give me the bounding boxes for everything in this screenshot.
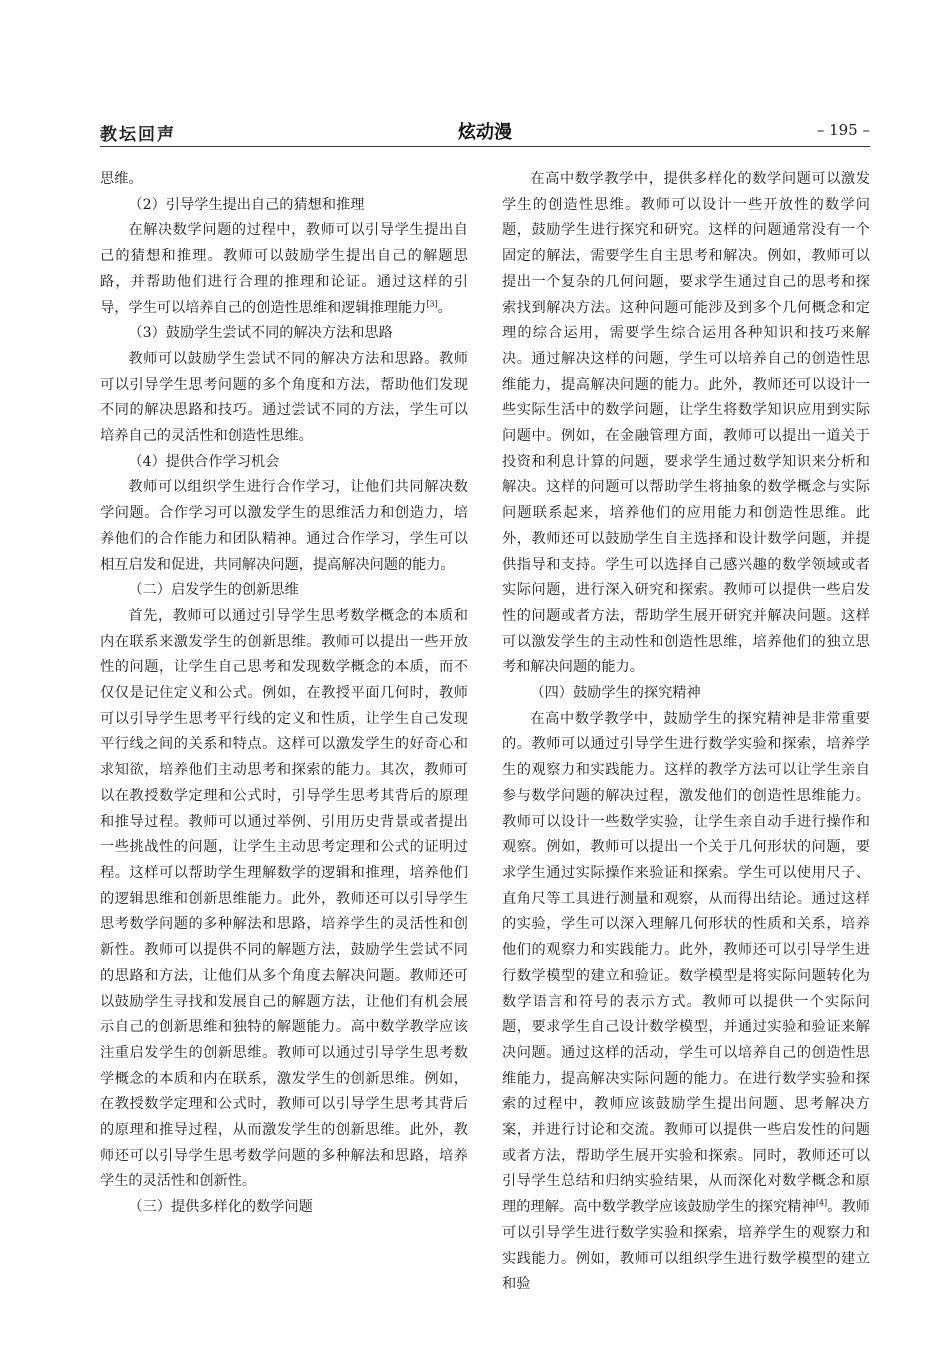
- subheading-guess-and-reason: （2）引导学生提出自己的猜想和推理: [128, 196, 365, 213]
- section-heading-diverse-problems: （三）提供多样化的数学问题: [128, 1199, 313, 1216]
- paragraph: 教师可以鼓励学生尝试不同的解决方法和思路。教师可以引导学生思考问题的多个角度和方法，帮助他们发现不同的解决思路和技巧。通过尝试不同的方法，学生可以培养自己的灵活性和创造性思维。: [100, 350, 468, 445]
- header-divider: [100, 146, 870, 147]
- section-name: 教坛回声: [100, 125, 176, 145]
- subheading-cooperative-learning: （4）提供合作学习机会: [128, 453, 280, 470]
- page-number: – 195 –: [816, 121, 870, 139]
- paragraph: 在高中数学教学中，提供多样化的数学问题可以激发学生的创造性思维。教师可以设计一些开放性的数学问题，鼓励学生进行探究和研究。这样的问题通常没有一个固定的解法，需要学生自主思考和解决。例如，教师可以提出一个复杂的几何问题，要求学生通过自己的思考和探索找到解决方法。这种问题可能涉及到多个几何概念和定理的综合运用，需要学生综合运用各种知识和技巧来解决。通过解决这样的问题，学生可以培养自己的创造性思维能力，提高解决问题的能力。此外，教师还可以设计一些实际生活中的数学问题，让学生将数学知识应用到实际问题中。例如，在金融管理方面，教师可以提出一道关于投资和利息计算的问题，要求学生通过数学知识来分析和解决。这样的问题可以帮助学生将抽象的数学概念与实际问题联系起来，培养他们的应用能力和创造性思维。此外，教师还可以鼓励学生自主选择和设计数学问题，并提供指导和支持。学生可以选择自己感兴趣的数学领域或者实际问题，进行深入研究和探索。教师可以提供一些启发性的问题或者方法，帮助学生展开研究并解决问题。这样可以激发学生的主动性和创造性思维，培养他们的独立思考和解决问题的能力。: [502, 171, 870, 676]
- section-heading-innovative-thinking: （二）启发学生的创新思维: [128, 582, 299, 599]
- left-column: [100, 167, 468, 1221]
- section-heading-inquiry-spirit: （四）鼓励学生的探究精神: [530, 685, 701, 702]
- paragraph: 首先，教师可以通过引导学生思考数学概念的本质和内在联系来激发学生的创新思维。教师可以提出一些开放性的问题，让学生自己思考和发现数学概念的本质，而不仅仅是记住定义和公式。例如，在教授平面几何时，教师可以引导学生思考平行线的定义和性质，让学生自己发现平行线之间的关系和特点。这样可以激发学生的好奇心和求知欲，培养他们主动思考和探索的能力。其次，教师可以在教授数学定理和公式时，引导学生思考其背后的原理和推导过程。教师可以通过举例、引用历史背景或者提出一些挑战性的问题，让学生主动思考定理和公式的证明过程。这样可以帮助学生理解数学的逻辑和推理，培养他们的逻辑思维和创新思维能力。此外，教师还可以引导学生思考数学问题的多种解法和思路，培养学生的灵活性和创新性。教师可以提供不同的解题方法，鼓励学生尝试不同的思路和方法，让他们从多个角度去解决问题。教师还可以鼓励学生寻找和发展自己的解题方法，让他们有机会展示自己的创新思维和独特的解题能力。高中数学教学应该注重启发学生的创新思维。教师可以通过引导学生思考数学概念的本质和内在联系，激发学生的创新思维。例如，在教授数学定理和公式时，教师可以引导学生思考其背后的原理和推导过程，从而激发学生的创新思维。此外，教师还可以引导学生思考数学问题的多种解法和思路，培养学生的灵活性和创新性。: [100, 607, 468, 1190]
- paragraph-text: 在解决数学问题的过程中，教师可以引导学生提出自己的猜想和推理。教师可以鼓励学生提出自己的解题思路，并帮助他们进行合理的推理和论证。通过这样的引导，学生可以培养自己的创造性思维和逻辑推理能力: [100, 222, 468, 316]
- paragraph-text: 在高中数学教学中，鼓励学生的探究精神是非常重要的。教师可以通过引导学生进行数学实验和探索，培养学生的观察力和实践能力。这样的教学方法可以让学生亲自参与数学问题的解决过程，激发他们的创造性思维能力。教师可以设计一些数学实验，让学生亲自动手进行操作和观察。例如，教师可以提出一个关于几何形状的问题，要求学生通过实际操作来验证和探索。学生可以使用尺子、直角尺等工具进行测量和观察，从而得出结论。通过这样的实验，学生可以深入理解几何形状的性质和关系，培养他们的观察力和实践能力。此外，教师还可以引导学生进行数学模型的建立和验证。数学模型是将实际问题转化为数学语言和符号的表示方式。教师可以提供一个实际问题，要求学生自己设计数学模型，并通过实验和验证来解决问题。通过这样的活动，学生可以培养自己的创造性思维能力，提高解决实际问题的能力。在进行数学实验和探索的过程中，教师应该鼓励学生提出问题、思考解决方案，并进行讨论和交流。教师可以提供一些启发性的问题或者方法，帮助学生展开实验和探索。同时，教师还可以引导学生总结和归纳实验结果，从而深化对数学概念和原理的理解。高中数学教学应该鼓励学生的探究精神: [502, 710, 870, 1216]
- right-column: [502, 167, 870, 1298]
- page-header: [100, 116, 870, 146]
- journal-title: 炫动漫: [458, 122, 512, 143]
- paragraph-continuation: 思维。: [100, 171, 143, 187]
- paragraph: 教师可以组织学生进行合作学习，让他们共同解决数学问题。合作学习可以激发学生的思维活力和创造力，培养他们的合作能力和团队精神。通过合作学习，学生可以相互启发和促进，共同解决问题，提高解决问题的能力。: [100, 479, 468, 573]
- paragraph-end: 。: [437, 299, 452, 316]
- paragraph: [100, 218, 468, 321]
- citation-marker: [4]: [815, 1198, 828, 1208]
- paragraph-end: 。教师可以引导学生进行数学实验和探索，培养学生的观察力和实践能力。例如，教师可以组织学生进行数学模型的建立和验: [502, 1199, 870, 1293]
- subheading-different-methods: （3）鼓励学生尝试不同的解决方法和思路: [128, 325, 393, 342]
- citation-marker: [3]: [426, 298, 438, 308]
- paragraph: [502, 707, 870, 1298]
